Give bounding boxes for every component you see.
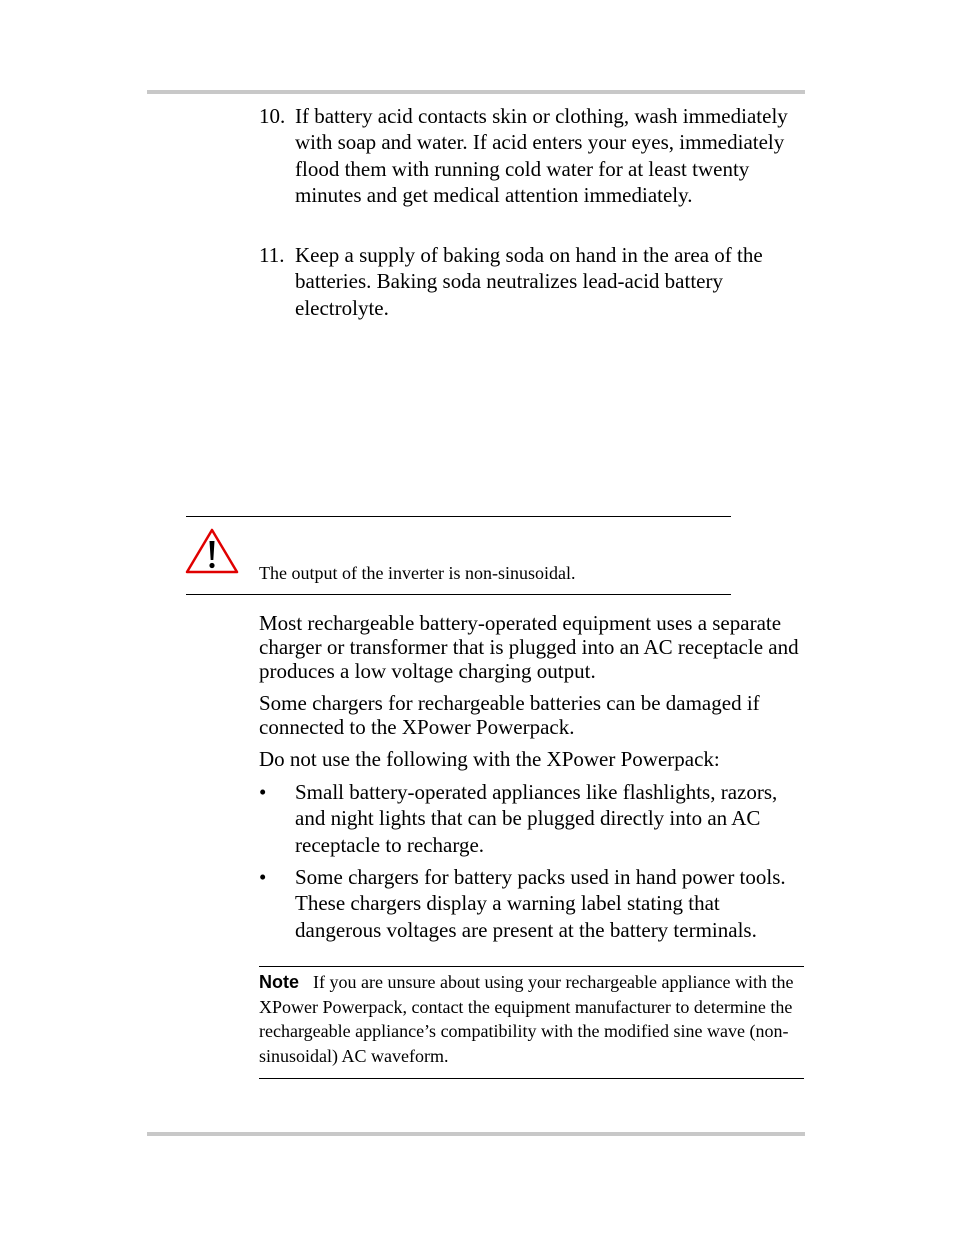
- footer-rule: [147, 1132, 805, 1136]
- warning-bottom-rule: [186, 594, 731, 595]
- bullet-marker: •: [259, 865, 267, 889]
- note-bottom-rule: [259, 1078, 804, 1079]
- list-item: [259, 242, 805, 321]
- list-item-number: 11.: [259, 243, 285, 267]
- warning-text: The output of the inverter is non-sinusoidal.: [259, 563, 576, 583]
- bullet-item: [259, 864, 805, 943]
- list-item: [259, 103, 805, 208]
- list-item-text: Keep a supply of baking soda on hand in the area of the batteries. Baking soda neutralizes lead-acid battery electrolyte.: [295, 243, 763, 320]
- bullet-marker: •: [259, 780, 267, 804]
- warning-top-rule: [186, 516, 731, 517]
- paragraph: Do not use the following with the XPower Powerpack:: [259, 747, 720, 771]
- bullet-item: [259, 779, 805, 858]
- list-item-text: If battery acid contacts skin or clothing, wash immediately with soap and water. If acid enters your eyes, immediately flood them with running cold water for at least twenty minutes and get medical attention immediately.: [295, 104, 788, 207]
- warning-triangle-icon: [185, 528, 239, 574]
- paragraph: Most rechargeable battery-operated equipment uses a separate charger or transformer that is plugged into an AC receptacle and produces a low voltage charging output.: [259, 611, 799, 683]
- bullet-text: Small battery-operated appliances like flashlights, razors, and night lights that can be plugged directly into an AC receptacle to recharge.: [295, 780, 778, 857]
- note-label: Note: [259, 972, 299, 992]
- list-item-number: 10.: [259, 104, 286, 128]
- note-text: If you are unsure about using your rechargeable appliance with the XPower Powerpack, contact the equipment manufacturer to determine the rechargeable appliance’s compatibility with the modified sine wave (non-sinusoidal) AC waveform.: [259, 972, 794, 1066]
- note-block: [259, 970, 805, 1068]
- note-top-rule: [259, 966, 804, 967]
- bullet-text: Some chargers for battery packs used in hand power tools. These chargers display a warning label stating that dangerous voltages are present at the battery terminals.: [295, 865, 786, 942]
- header-rule: [147, 90, 805, 94]
- paragraph: Some chargers for rechargeable batteries can be damaged if connected to the XPower Powerpack.: [259, 691, 760, 739]
